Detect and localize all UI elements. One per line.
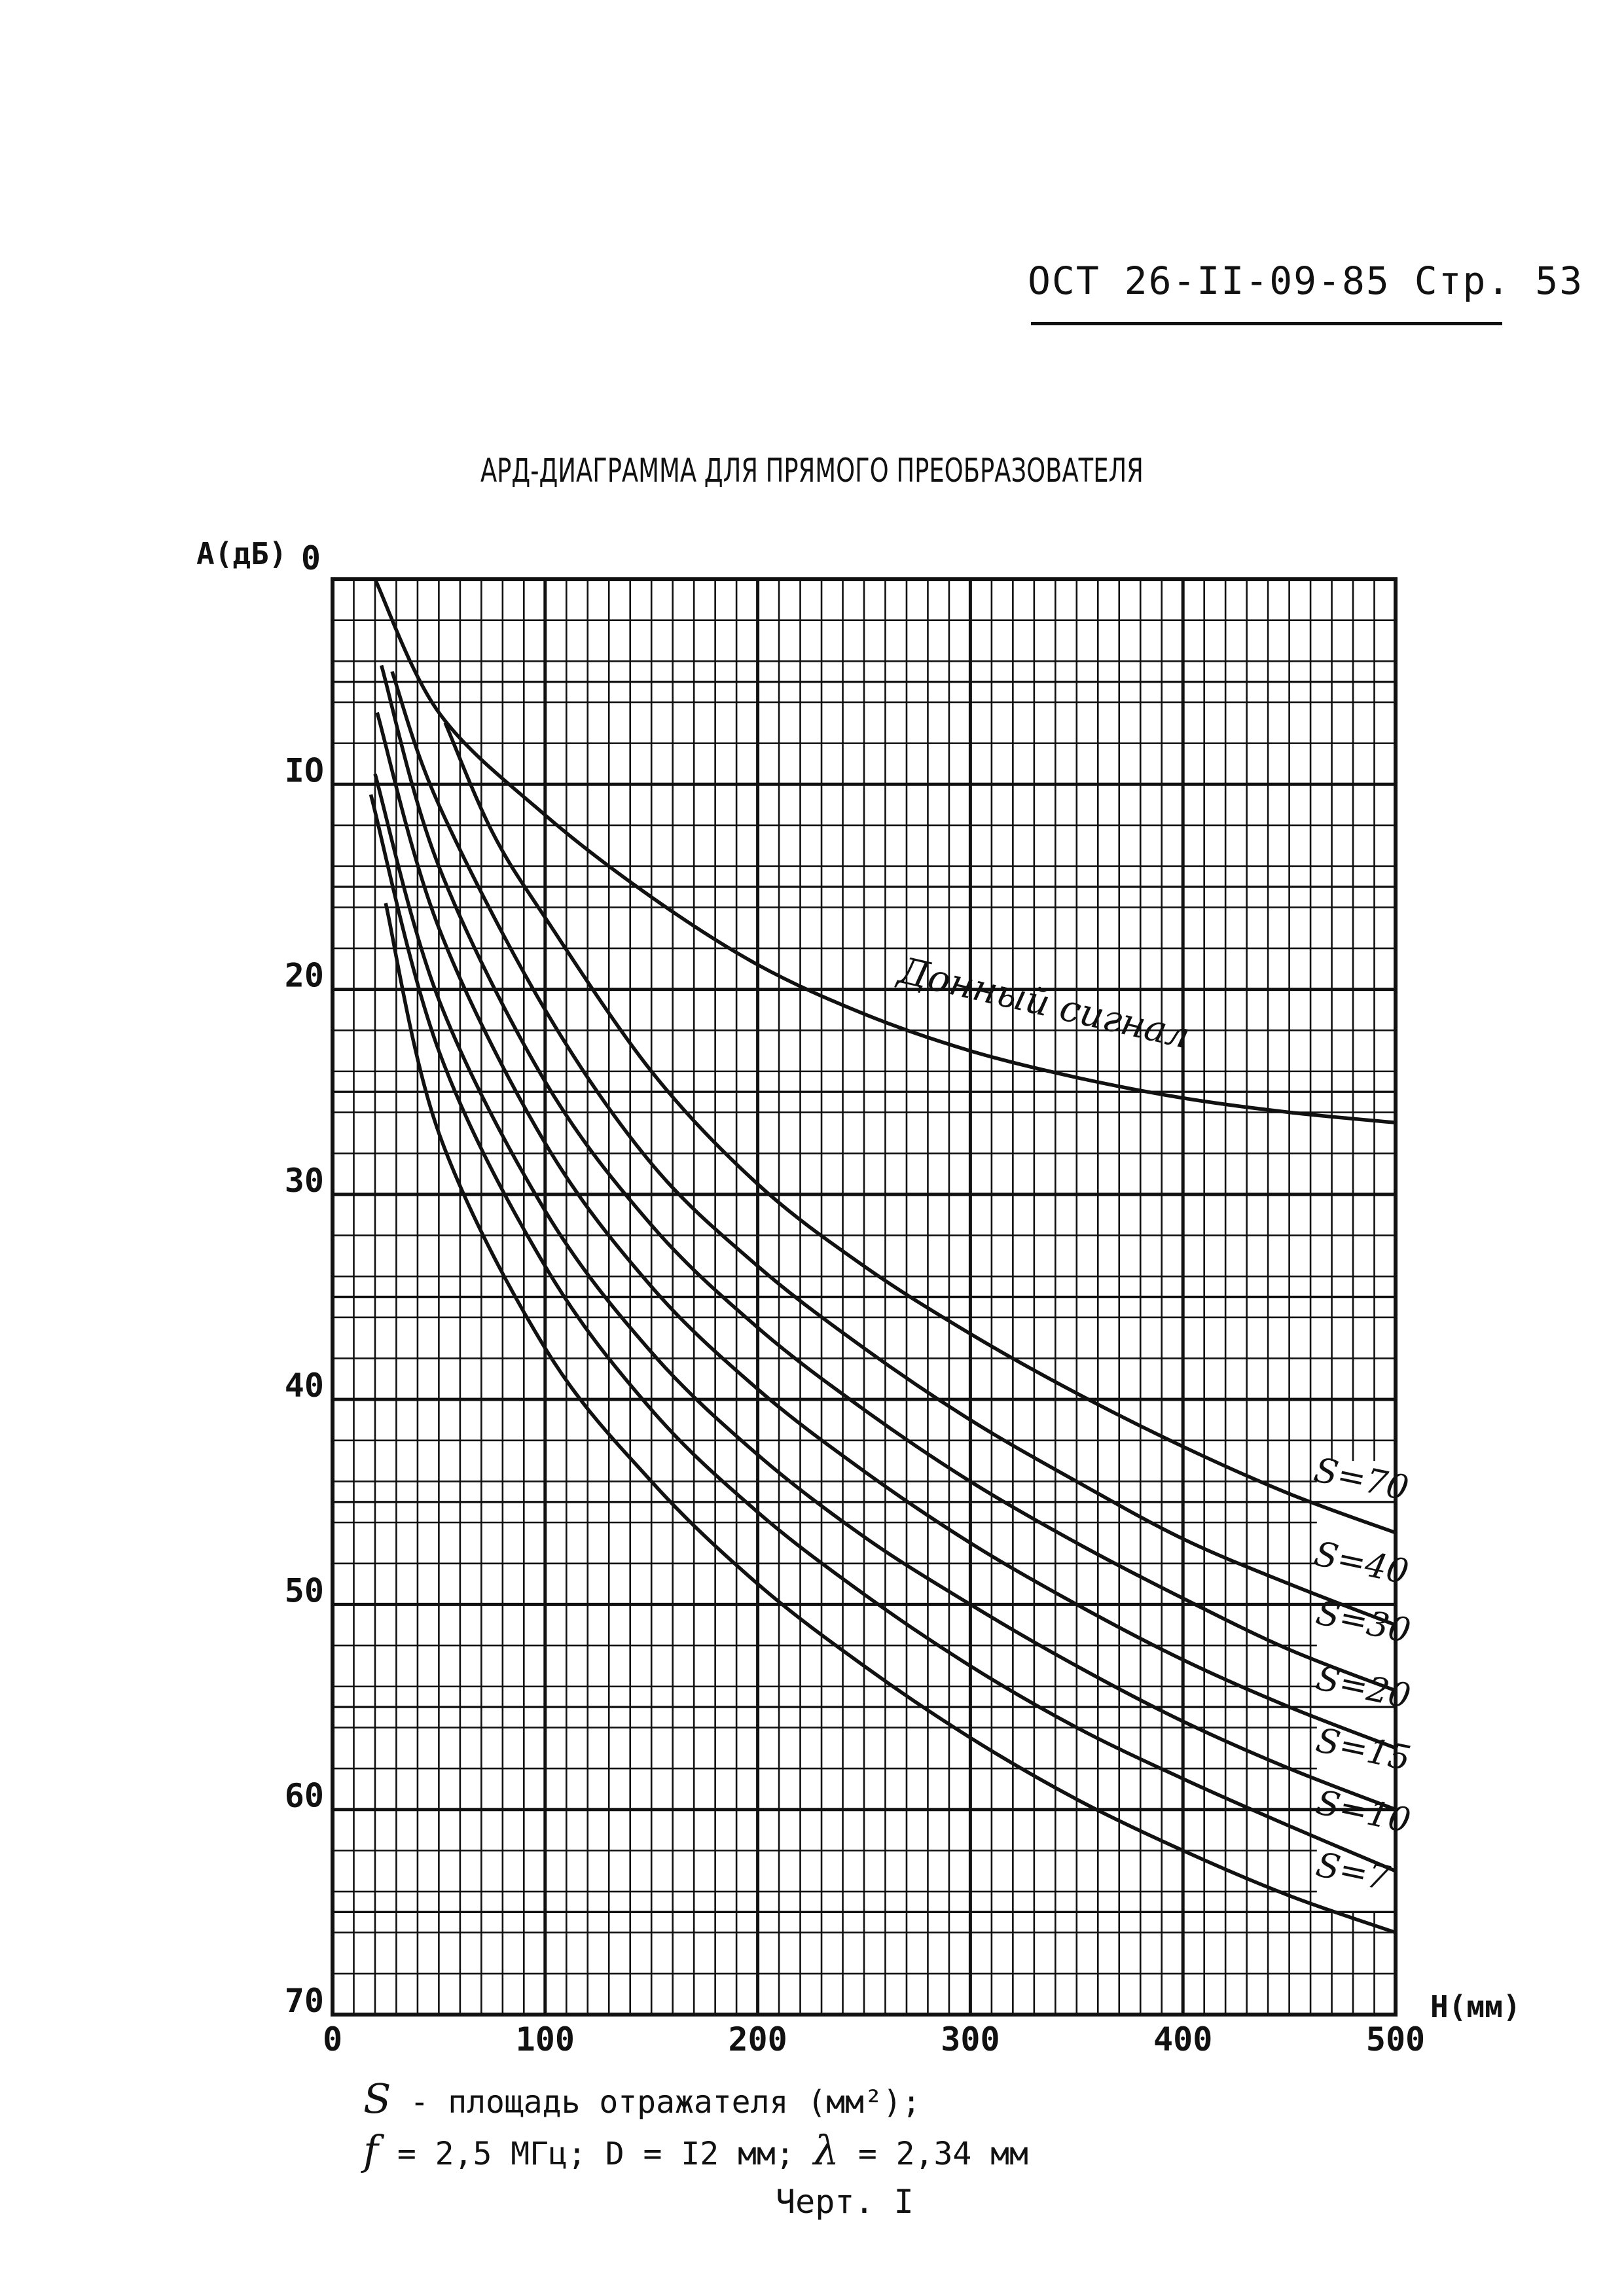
figure-caption: Черт. I <box>776 2183 914 2221</box>
y-tick-label: 60 <box>284 1776 324 1815</box>
y-tick-label: 30 <box>284 1161 324 1200</box>
note-line1-text: - площадь отражателя (мм²); <box>410 2084 921 2121</box>
y-tick-label: IO <box>284 751 324 790</box>
x-tick-label: 0 <box>322 2020 343 2058</box>
y-tick-label: 0 <box>300 539 321 577</box>
symbol-lambda: λ <box>813 2126 839 2174</box>
x-tick-label: 400 <box>1153 2020 1213 2058</box>
tick-labels <box>285 539 1425 2058</box>
note-parameters <box>363 2126 1028 2178</box>
y-tick-label: 70 <box>284 1982 324 2020</box>
y-tick-label: 20 <box>284 956 324 995</box>
curve-series-4 <box>377 713 1396 1748</box>
curve-series-3 <box>382 666 1396 1691</box>
curve-label: S=20 <box>1312 1659 1414 1717</box>
symbol-f: f <box>363 2126 378 2174</box>
chart-notes <box>363 2075 1028 2178</box>
y-axis-label: A(дБ) <box>196 536 287 571</box>
curve-label: Донный сигнал <box>894 949 1194 1058</box>
y-tick-label: 40 <box>284 1367 324 1405</box>
x-tick-label: 300 <box>941 2020 1000 2058</box>
chart-title: АРД-ДИАГРАММА ДЛЯ ПРЯМОГО ПРЕОБРАЗОВАТЕЛЯ <box>480 452 1144 490</box>
y-tick-label: 50 <box>284 1571 324 1610</box>
note-wavelength: = 2,34 мм <box>857 2136 1028 2172</box>
note-frequency-diameter: = 2,5 МГц; D = I2 мм; <box>397 2136 795 2172</box>
curve-series-7 <box>386 903 1396 1933</box>
curve-label: S=7 <box>1312 1845 1393 1899</box>
curve-label: S=30 <box>1312 1593 1414 1651</box>
curve-label: S=70 <box>1310 1450 1412 1509</box>
x-axis-label: H(мм) <box>1430 1989 1521 2024</box>
symbol-s: S <box>363 2075 391 2123</box>
x-tick-label: 500 <box>1365 2020 1426 2058</box>
curve-label: S=40 <box>1310 1534 1412 1592</box>
x-tick-label: 200 <box>728 2020 787 2058</box>
x-tick-label: 100 <box>515 2020 575 2058</box>
note-reflector-area <box>363 2075 1028 2126</box>
page-header: ОСТ 26-II-09-85 Стр. 53 <box>1028 259 1584 303</box>
curve-label: S=10 <box>1312 1783 1414 1841</box>
curve-label: S=15 <box>1312 1721 1414 1779</box>
